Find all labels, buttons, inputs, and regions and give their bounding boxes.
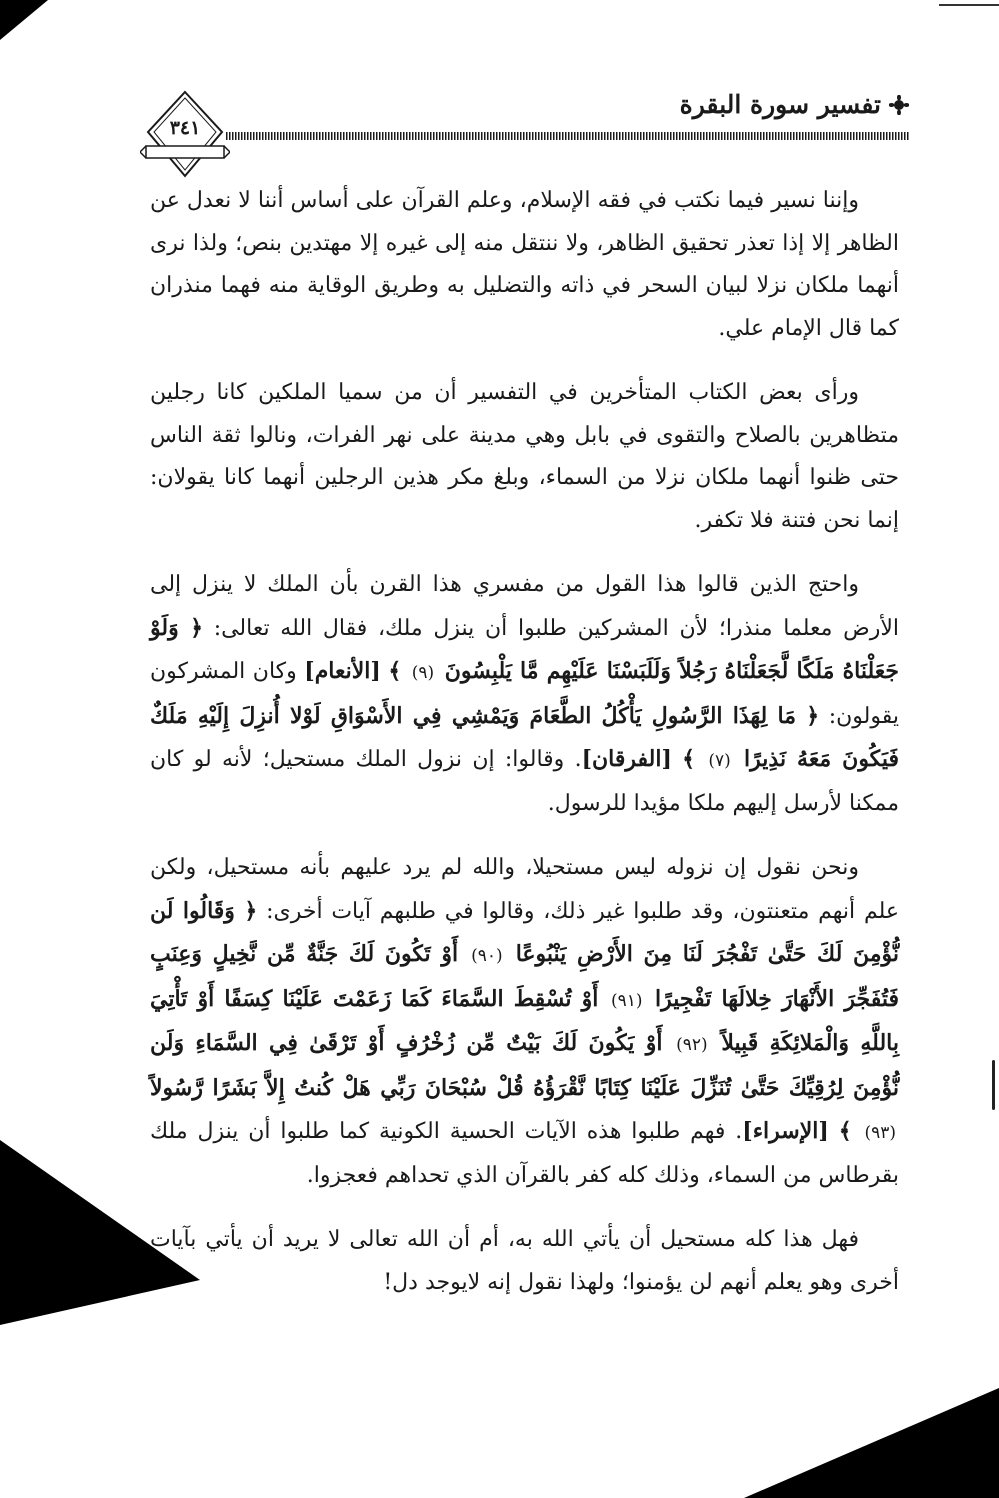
- quran-verse: أَوْ يَكُونَ لَكَ بَيْتٌ مِّن زُخْرُفٍ أَوْ تَرْقَىٰ فِي السَّمَاءِ وَلَن نُّؤْمِنَ لِرُقِيِّكَ حَتَّىٰ تُنَزِّلَ عَلَيْنَا كِتَابًا نَّقْرَؤُهُ قُلْ سُبْحَانَ رَبِّي هَلْ كُنتُ إِلاَّ بَشَرًا رَّسُولاً: [150, 1030, 899, 1101]
- verse-number-marker: (٩): [411, 663, 435, 683]
- quran-bracket: ﴾: [838, 1118, 852, 1144]
- verse-number-marker: (٩٣): [864, 1123, 897, 1143]
- surah-reference: [الإسراء]: [742, 1118, 829, 1144]
- scan-corner-bottom-right: [744, 1388, 999, 1498]
- verse-number-marker: (٧): [708, 751, 731, 771]
- flower-ornament-icon: [889, 95, 909, 115]
- paragraph-text: . فهم طلبوا هذه الآيات الحسية الكونية كما طلبوا أن ينزل ملك بقرطاس من السماء، وذلك كله كفر بالقرآن الذي تحداهم فعجزوا.: [150, 1119, 899, 1188]
- paragraph-text: ونحن نقول إن نزوله ليس مستحيلا، والله لم يرد عليهم بأنه مستحيل، ولكن علم أنهم متعنتون، وقد طلبوا غير ذلك، وقالوا في طلبهم آيات أخرى:: [150, 855, 899, 924]
- paragraph-4: [150, 847, 899, 1197]
- paragraph-5: فهل هذا كله مستحيل أن يأتي الله به، أم أن الله تعالى لا يريد أن يأتي بآيات أخرى وهو يعلم أنهم لن يؤمنوا؛ ولهذا نقول إنه لايوجد دل!: [150, 1227, 899, 1295]
- paragraph-text: واحتج الذين قالوا هذا القول من مفسري هذا القرن بأن الملك لا ينزل إلى الأرض معلما منذرا؛ لأن المشركين طلبوا أن ينزل ملك، فقال الله تعالى:: [150, 572, 899, 641]
- paragraph-text: وكان المشركون يقولون:: [150, 659, 899, 729]
- quran-bracket: ﴾: [682, 746, 696, 772]
- scan-corner-top-left: [0, 0, 48, 40]
- quran-verse: أَوْ تُسْقِطَ السَّمَاءَ كَمَا زَعَمْتَ عَلَيْنَا كِسَفًا أَوْ تَأْتِيَ بِاللَّهِ وَالْمَلائِكَةِ قَبِيلاً: [150, 985, 899, 1056]
- quran-verse: أَوْ تَكُونَ لَكَ جَنَّةٌ مِّن نَّخِيلٍ وَعِنَبٍ فَتُفَجِّرَ الأَنْهَارَ خِلالَهَا تَفْجِيرًا: [150, 941, 900, 1012]
- running-title-text: تفسير سورة البقرة: [679, 90, 881, 119]
- page-number: ٣٤١: [169, 117, 201, 139]
- quran-bracket: ﴾: [388, 658, 402, 684]
- paragraph-3: [150, 564, 899, 825]
- verse-number-marker: (٩٢): [676, 1035, 708, 1055]
- surah-reference: [الفرقان]: [581, 746, 672, 772]
- scan-edge-line-right: [992, 1060, 995, 1110]
- quran-verse: ﴿ وَقَالُوا لَن نُّؤْمِنَ لَكَ حَتَّىٰ تَفْجُرَ لَنَا مِنَ الأَرْضِ يَنْبُوعًا: [150, 897, 899, 967]
- paragraph-text: . وقالوا: إن نزول الملك مستحيل؛ لأنه لو كان ممكنا لأرسل إليهم ملكا مؤيدا للرسول.: [150, 747, 899, 816]
- verse-number-marker: (٩١): [610, 990, 643, 1011]
- running-title: [680, 90, 909, 119]
- page-body: [150, 180, 899, 1326]
- quran-verse: ﴿ وَلَوْ جَعَلْنَاهُ مَلَكًا لَّجَعَلْنَاهُ رَجُلاً وَلَلَبَسْنَا عَلَيْهِم مَّا يَلْبِسُونَ: [150, 614, 899, 684]
- verse-number-marker: (٩٠): [471, 946, 503, 966]
- quran-verse: ﴿ مَا لِهَذَا الرَّسُولِ يَأْكُلُ الطَّعَامَ وَيَمْشِي فِي الأَسْوَاقِ لَوْلا أُنزِلَ إِلَيْهِ مَلَكٌ فَيَكُونَ مَعَهُ نَذِيرًا: [150, 702, 899, 772]
- page-header: [140, 84, 909, 184]
- scan-edge-line-top-right: [939, 4, 999, 6]
- header-rule: [226, 132, 909, 140]
- page-number-badge: [140, 84, 230, 184]
- paragraph-1: وإننا نسير فيما نكتب في فقه الإسلام، وعلم القرآن على أساس أننا لا نعدل عن الظاهر إلا إذا تعذر تحقيق الظاهر، ولا ننتقل منه إلى غيره إلا مهتدين بنص؛ ولذا نرى أنهما ملكان نزلا لبيان السحر في ذاته والتضليل به وطريق الوقاية منه فهما منذران كما قال الإمام علي.: [150, 188, 899, 341]
- surah-reference: [الأنعام]: [304, 658, 381, 684]
- paragraph-2: ورأى بعض الكتاب المتأخرين في التفسير أن من سميا الملكين كانا رجلين متظاهرين بالصلاح والتقوى في بابل وهي مدينة على نهر الفرات، ونالوا ثقة الناس حتى ظنوا أنهما ملكان نزلا من السماء، وبلغ مكر هذين الرجلين أنهما كانا يقولان: إنما نحن فتنة فلا تكفر.: [150, 380, 899, 533]
